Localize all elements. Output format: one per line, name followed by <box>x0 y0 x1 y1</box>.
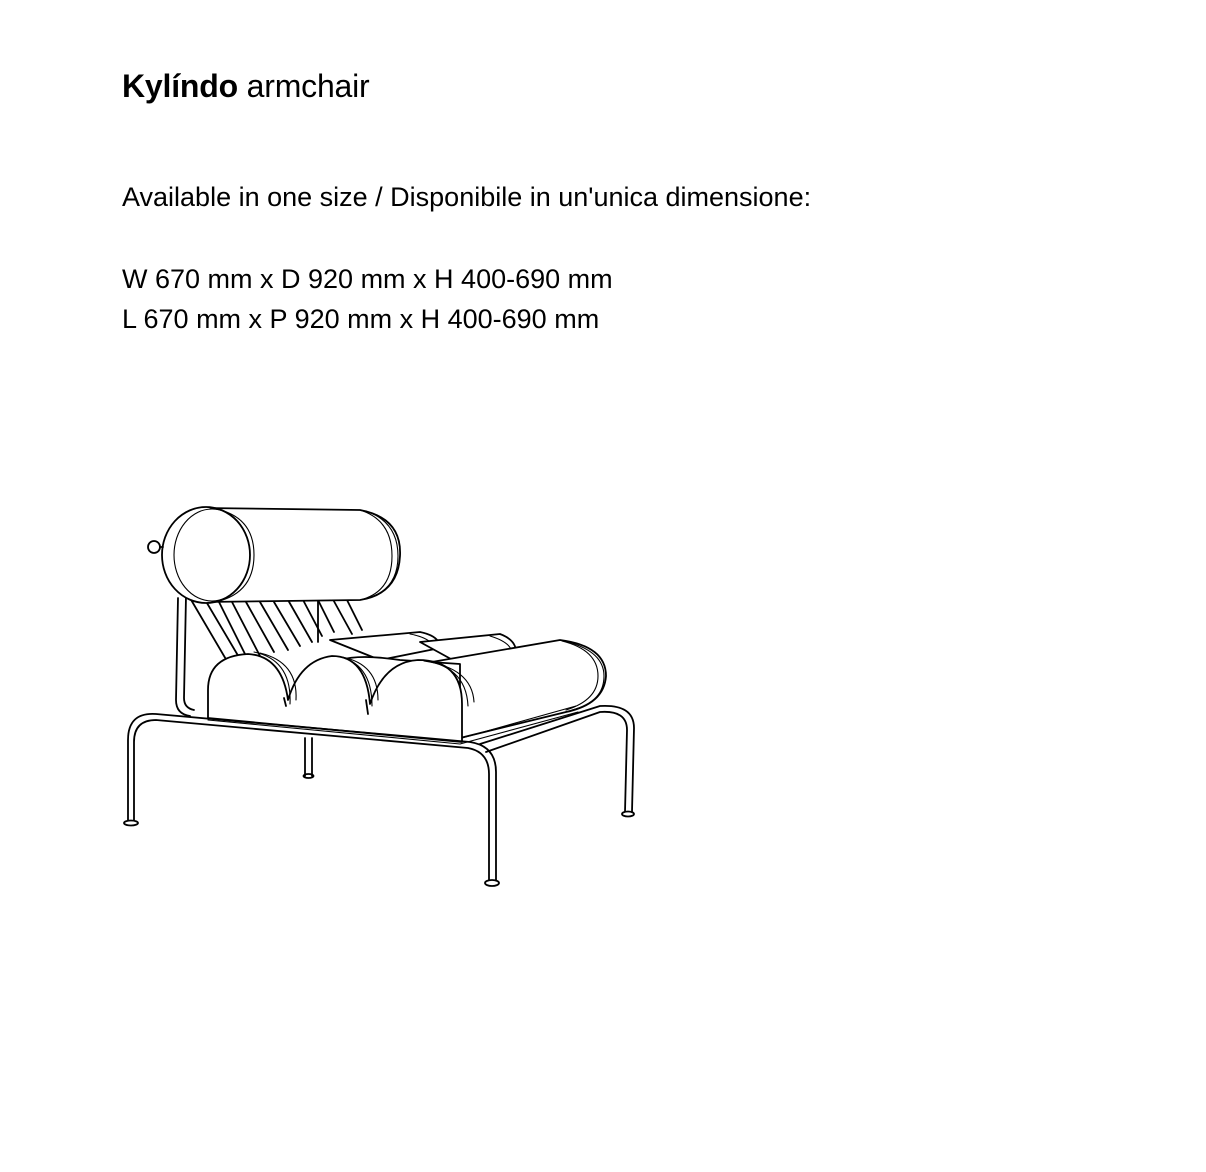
headrest-cushion <box>148 507 400 603</box>
armchair-illustration <box>110 490 650 900</box>
dimensions-block <box>122 259 613 339</box>
product-type: armchair <box>246 68 370 104</box>
armchair-line-drawing <box>110 490 650 900</box>
page-title <box>122 66 370 106</box>
seat-cushions-front <box>208 640 606 744</box>
availability-text: Available in one size / Disponibile in un'unica dimensione: <box>122 182 812 212</box>
product-brand-name: Kylíndo <box>122 68 238 104</box>
dimensions-line-english: W 670 mm x D 920 mm x H 400-690 mm <box>122 264 613 294</box>
dimensions-line-italian: L 670 mm x P 920 mm x H 400-690 mm <box>122 304 600 334</box>
